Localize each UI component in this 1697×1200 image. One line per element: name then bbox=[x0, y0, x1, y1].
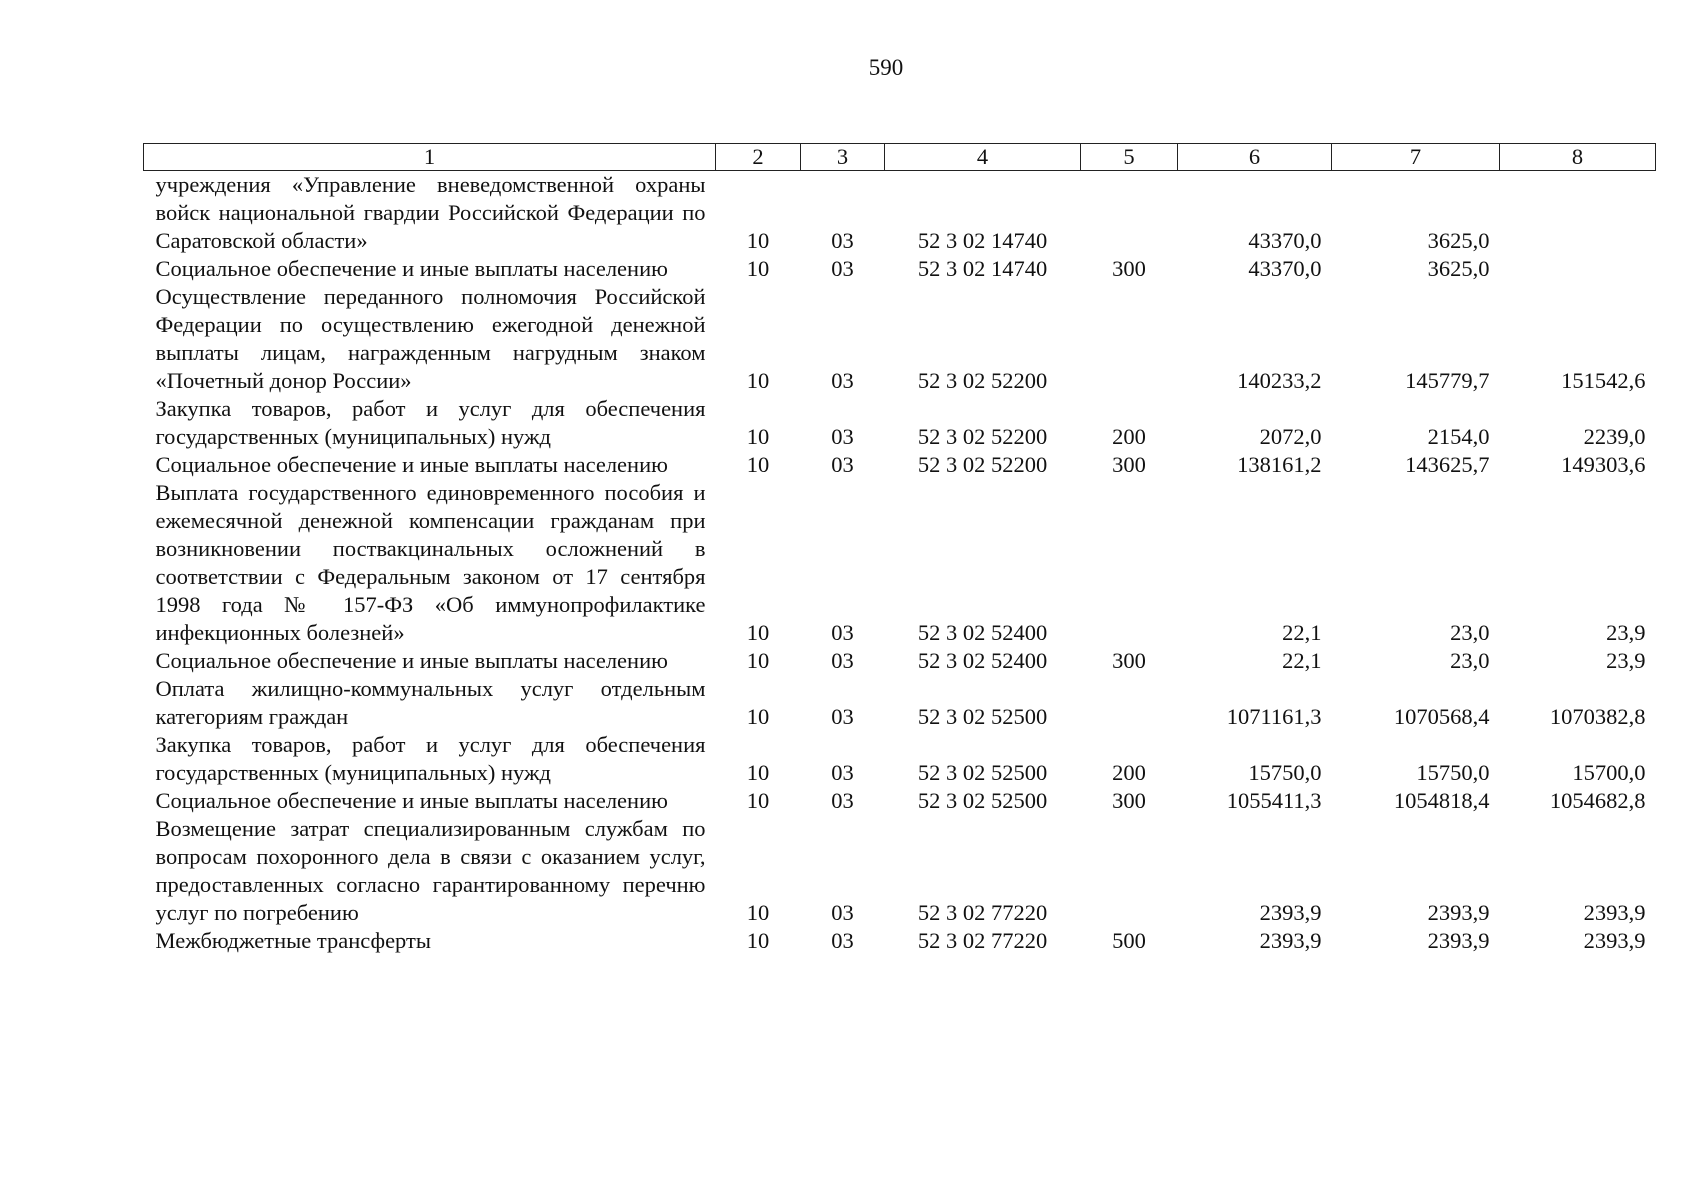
row-target-article: 52 3 02 52500 bbox=[917, 760, 1048, 785]
row-amount-year3: 2393,9 bbox=[1583, 928, 1646, 953]
row-target-article: 52 3 02 77220 bbox=[917, 928, 1048, 953]
row-target-article: 52 3 02 52400 bbox=[917, 620, 1048, 645]
row-target-article: 52 3 02 52200 bbox=[917, 368, 1048, 393]
row-amount-year3: 1054682,8 bbox=[1549, 788, 1646, 813]
row-name: Оплата жилищно-коммунальных услуг отдельным категориям граждан bbox=[155, 676, 706, 729]
row-amount-year2: 3625,0 bbox=[1427, 228, 1490, 253]
row-amount-year1: 22,1 bbox=[1282, 648, 1322, 673]
table-row bbox=[144, 675, 1656, 731]
row-name: учреждения «Управление вневедомственной охраны войск национальной гвардии Российской Федерации по Саратовской области» bbox=[155, 172, 706, 253]
row-subsection: 03 bbox=[831, 256, 854, 281]
row-expense-type: 500 bbox=[1112, 928, 1146, 953]
header-col-7: 7 bbox=[1332, 144, 1500, 171]
row-amount-year3: 23,9 bbox=[1606, 648, 1646, 673]
row-name: Социальное обеспечение и иные выплаты населению bbox=[155, 452, 668, 477]
header-col-4: 4 bbox=[885, 144, 1081, 171]
row-name: Осуществление переданного полномочия Российской Федерации по осуществлению ежегодной денежной выплаты лицам, награжденным нагрудным знаком «Почетный донор России» bbox=[155, 284, 706, 393]
row-amount-year2: 1054818,4 bbox=[1393, 788, 1490, 813]
row-target-article: 52 3 02 52200 bbox=[917, 452, 1048, 477]
row-subsection: 03 bbox=[831, 788, 854, 813]
row-section: 10 bbox=[746, 648, 770, 673]
row-amount-year3: 2393,9 bbox=[1583, 900, 1646, 925]
row-section: 10 bbox=[746, 704, 770, 729]
table-row bbox=[144, 787, 1656, 815]
row-name: Социальное обеспечение и иные выплаты населению bbox=[155, 648, 668, 673]
row-target-article: 52 3 02 77220 bbox=[917, 900, 1048, 925]
row-name: Возмещение затрат специализированным службам по вопросам похоронного дела в связи с оказанием услуг, предоставленных согласно гарантированному перечню услуг по погребению bbox=[155, 816, 706, 925]
row-amount-year1: 2072,0 bbox=[1259, 424, 1322, 449]
row-amount-year3 bbox=[1500, 171, 1656, 256]
table-row bbox=[144, 647, 1656, 675]
row-amount-year2: 23,0 bbox=[1450, 648, 1490, 673]
row-subsection: 03 bbox=[831, 620, 854, 645]
row-expense-type: 300 bbox=[1112, 452, 1146, 477]
row-target-article: 52 3 02 52500 bbox=[917, 788, 1048, 813]
row-name: Выплата государственного единовременного пособия и ежемесячной денежной компенсации гражданам при возникновении поствакцинальных осложнений в соответствии с Федеральным законом от 17 сентября 1998 года № 157-ФЗ «Об иммунопрофилактике инфекционных болезней» bbox=[155, 480, 706, 645]
table-row bbox=[144, 255, 1656, 283]
row-amount-year3: 15700,0 bbox=[1572, 760, 1646, 785]
page-number: 590 bbox=[868, 55, 904, 80]
row-subsection: 03 bbox=[831, 228, 854, 253]
row-amount-year1: 15750,0 bbox=[1248, 760, 1322, 785]
row-target-article: 52 3 02 14740 bbox=[917, 228, 1048, 253]
row-target-article: 52 3 02 52200 bbox=[917, 424, 1048, 449]
row-amount-year3 bbox=[1500, 255, 1656, 283]
row-name: Межбюджетные трансферты bbox=[155, 928, 431, 953]
table-header bbox=[144, 144, 1656, 171]
row-section: 10 bbox=[746, 928, 770, 953]
row-expense-type: 200 bbox=[1112, 424, 1146, 449]
row-section: 10 bbox=[746, 788, 770, 813]
header-col-1: 1 bbox=[144, 144, 716, 171]
row-amount-year3: 23,9 bbox=[1606, 620, 1646, 645]
row-amount-year2: 2393,9 bbox=[1427, 900, 1490, 925]
table-row bbox=[144, 927, 1656, 955]
row-amount-year2: 143625,7 bbox=[1405, 452, 1490, 477]
row-section: 10 bbox=[746, 368, 770, 393]
header-col-5: 5 bbox=[1081, 144, 1178, 171]
header-row bbox=[144, 144, 1656, 171]
row-expense-type bbox=[1081, 815, 1178, 927]
row-amount-year1: 22,1 bbox=[1282, 620, 1322, 645]
table-row bbox=[144, 451, 1656, 479]
row-subsection: 03 bbox=[831, 760, 854, 785]
row-name: Закупка товаров, работ и услуг для обеспечения государственных (муниципальных) нужд bbox=[155, 396, 706, 449]
row-amount-year1: 2393,9 bbox=[1259, 900, 1322, 925]
table-row bbox=[144, 171, 1656, 256]
row-name: Социальное обеспечение и иные выплаты населению bbox=[155, 256, 668, 281]
row-amount-year2: 2393,9 bbox=[1427, 928, 1490, 953]
row-section: 10 bbox=[746, 760, 770, 785]
row-subsection: 03 bbox=[831, 452, 854, 477]
row-amount-year2: 1070568,4 bbox=[1393, 704, 1490, 729]
row-amount-year1: 43370,0 bbox=[1248, 256, 1322, 281]
row-subsection: 03 bbox=[831, 368, 854, 393]
row-section: 10 bbox=[746, 452, 770, 477]
row-name: Закупка товаров, работ и услуг для обеспечения государственных (муниципальных) нужд bbox=[155, 732, 706, 785]
row-amount-year3: 151542,6 bbox=[1561, 368, 1646, 393]
row-amount-year1: 43370,0 bbox=[1248, 228, 1322, 253]
row-expense-type bbox=[1081, 479, 1178, 647]
header-col-2: 2 bbox=[716, 144, 801, 171]
table-row bbox=[144, 283, 1656, 395]
row-amount-year3: 2239,0 bbox=[1583, 424, 1646, 449]
row-amount-year1: 2393,9 bbox=[1259, 928, 1322, 953]
row-amount-year1: 138161,2 bbox=[1237, 452, 1322, 477]
row-expense-type bbox=[1081, 171, 1178, 256]
header-col-6: 6 bbox=[1178, 144, 1332, 171]
row-amount-year1: 140233,2 bbox=[1237, 368, 1322, 393]
row-section: 10 bbox=[746, 256, 770, 281]
row-expense-type bbox=[1081, 283, 1178, 395]
row-section: 10 bbox=[746, 228, 770, 253]
row-subsection: 03 bbox=[831, 900, 854, 925]
row-section: 10 bbox=[746, 424, 770, 449]
row-amount-year2: 23,0 bbox=[1450, 620, 1490, 645]
row-amount-year1: 1055411,3 bbox=[1226, 788, 1322, 813]
row-amount-year3: 149303,6 bbox=[1561, 452, 1646, 477]
table-row bbox=[144, 395, 1656, 451]
row-target-article: 52 3 02 52500 bbox=[917, 704, 1048, 729]
row-expense-type: 300 bbox=[1112, 788, 1146, 813]
table-row bbox=[144, 479, 1656, 647]
row-subsection: 03 bbox=[831, 424, 854, 449]
row-amount-year2: 2154,0 bbox=[1427, 424, 1490, 449]
row-expense-type: 200 bbox=[1112, 760, 1146, 785]
table-body bbox=[144, 171, 1656, 956]
row-section: 10 bbox=[746, 900, 770, 925]
row-subsection: 03 bbox=[831, 928, 854, 953]
row-target-article: 52 3 02 52400 bbox=[917, 648, 1048, 673]
budget-table bbox=[143, 143, 1656, 955]
row-amount-year2: 145779,7 bbox=[1405, 368, 1490, 393]
table-row bbox=[144, 731, 1656, 787]
row-amount-year2: 15750,0 bbox=[1416, 760, 1490, 785]
row-subsection: 03 bbox=[831, 704, 854, 729]
row-amount-year3: 1070382,8 bbox=[1549, 704, 1646, 729]
header-col-3: 3 bbox=[801, 144, 885, 171]
row-subsection: 03 bbox=[831, 648, 854, 673]
row-target-article: 52 3 02 14740 bbox=[917, 256, 1048, 281]
row-amount-year2: 3625,0 bbox=[1427, 256, 1490, 281]
row-expense-type bbox=[1081, 675, 1178, 731]
row-amount-year1: 1071161,3 bbox=[1226, 704, 1322, 729]
row-section: 10 bbox=[746, 620, 770, 645]
row-expense-type: 300 bbox=[1112, 648, 1146, 673]
header-col-8: 8 bbox=[1500, 144, 1656, 171]
row-expense-type: 300 bbox=[1112, 256, 1146, 281]
table-row bbox=[144, 815, 1656, 927]
row-name: Социальное обеспечение и иные выплаты населению bbox=[155, 788, 668, 813]
